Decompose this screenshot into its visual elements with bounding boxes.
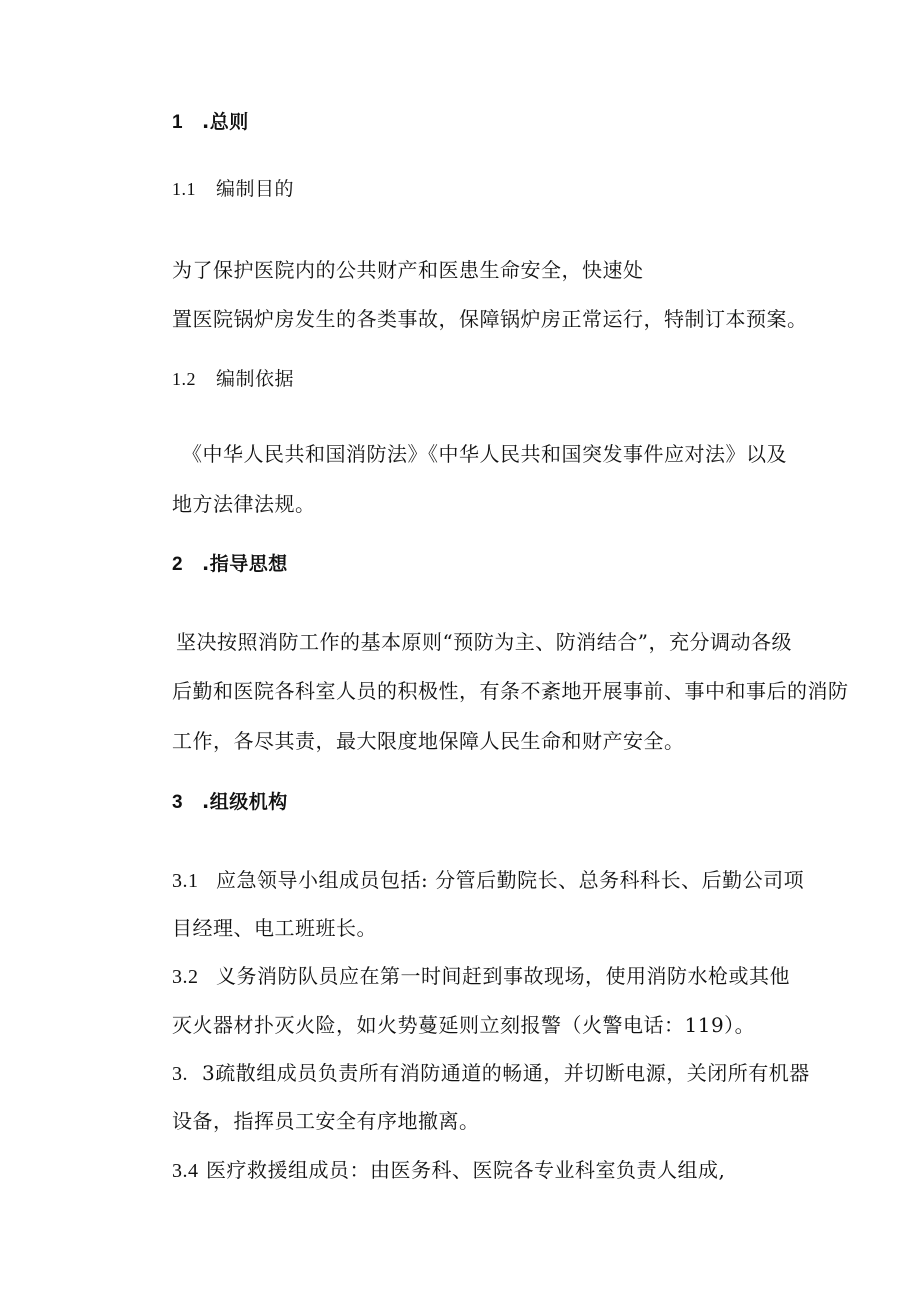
subsection-1-1-title: 编制目的 — [216, 178, 295, 200]
item-3-2-number: 3.2 — [172, 966, 199, 988]
subsection-1-1-number: 1.1 — [172, 179, 196, 199]
section-2-title: .指导思想 — [202, 553, 288, 575]
subsection-1-1-heading — [172, 175, 294, 203]
section-1-number: 1 — [172, 112, 184, 133]
item-3-3-number: 3. — [172, 1063, 188, 1085]
section-2-line-3: 工作，各尽其责，最大限度地保障人民生命和财产安全。 — [172, 729, 685, 753]
item-3-1-number: 3.1 — [172, 870, 199, 892]
subsection-1-2-line-2: 地方法律法规。 — [172, 492, 316, 516]
item-3-4-number: 3.4 — [172, 1160, 199, 1182]
subsection-1-1-line-2: 置医院锅炉房发生的各类事故，保障锅炉房正常运行，特制订本预案。 — [172, 307, 808, 331]
item-3-1-text-1: 应急领导小组成员包括: 分管后勤院长、总务科科长、后勤公司项 — [216, 868, 805, 892]
section-1-title: .总则 — [202, 111, 249, 133]
item-3-2-line-1 — [172, 962, 790, 991]
section-1-heading — [172, 108, 249, 137]
subsection-1-2-line-1: 《中华人民共和国消防法》《中华人民共和国突发事件应对法》以及 — [182, 442, 787, 466]
section-2-line-2: 后勤和医院各科室人员的积极性，有条不紊地开展事前、事中和事后的消防 — [172, 679, 849, 703]
subsection-1-2-heading — [172, 365, 294, 393]
item-3-4-text-1: 医疗救援组成员：由医务科、医院各专业科室负责人组成, — [206, 1158, 726, 1182]
section-2-heading — [172, 550, 288, 579]
section-2-line-1: 坚决按照消防工作的基本原则“预防为主、防消结合”，充分调动各级 — [176, 630, 792, 654]
item-3-2-text-1: 义务消防队员应在第一时间赶到事故现场，使用消防水枪或其他 — [216, 964, 790, 988]
item-3-3-text-1: 3疏散组成员负责所有消防通道的畅通，并切断电源，关闭所有机器 — [202, 1061, 810, 1085]
subsection-1-1-line-1: 为了保护医院内的公共财产和医患生命安全，快速处 — [172, 258, 644, 282]
section-3-title: .组级机构 — [202, 791, 288, 813]
section-2-number: 2 — [172, 554, 184, 575]
subsection-1-2-title: 编制依据 — [216, 368, 295, 390]
item-3-3-line-1 — [172, 1059, 810, 1088]
item-3-1-line-1 — [172, 866, 804, 895]
item-3-3-line-2: 设备，指挥员工安全有序地撤离。 — [172, 1109, 480, 1133]
section-3-heading — [172, 788, 288, 817]
item-3-1-line-2: 目经理、电工班班长。 — [172, 916, 377, 940]
subsection-1-2-number: 1.2 — [172, 369, 196, 389]
item-3-2-line-2: 灭火器材扑灭火险，如火势蔓延则立刻报警（火警电话：119）。 — [172, 1013, 756, 1037]
section-3-number: 3 — [172, 792, 184, 813]
item-3-4-line-1 — [172, 1156, 725, 1185]
